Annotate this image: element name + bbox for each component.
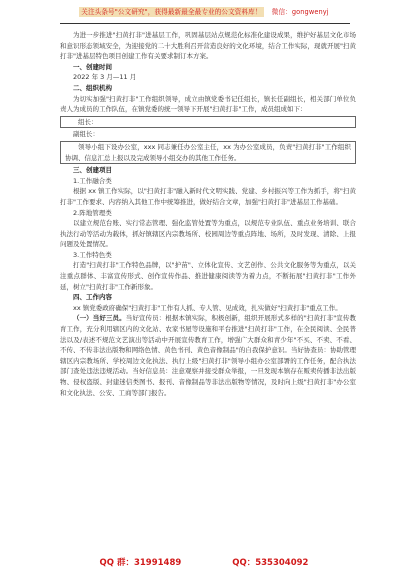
team-box-office <box>60 141 356 164</box>
item-1-title: 1.工作融合类 <box>73 176 112 185</box>
office-paragraph: 领导小组下设办公室，xxx 同志兼任办公室主任，xx 为办公室成员，负责"扫黄打非"工作组织协调、信息汇总上报以及完成领导小组交办的其他工作任务。 <box>65 142 351 162</box>
item-1-body: 根据 xx 镇工作实际，以"扫黄打非"融入新时代文明实践、党建、乡村振兴等工作为抓手，将"扫黄打非"工作要求、内容纳入其他工作中统筹推进，做好结合文章，加强"扫黄打非"进基层工作基础。 <box>60 187 356 206</box>
leader-label: 组长： <box>78 117 98 126</box>
footer-qq: QQ：535304092 <box>232 558 309 568</box>
section-4-1-paragraph <box>60 313 356 398</box>
footer-qq-group: QQ 群：31991489 <box>99 558 182 568</box>
section-2-body: 为切实加强"扫黄打非"工作组织领导，成立由镇党委书记任组长，镇长任副组长，相关部门单位负责人为成员的工作队伍，在镇党委的统一领导下开展"扫黄打非"工作，成员组成如下： <box>60 94 356 114</box>
item-2-body: 以建立规范台账、实行常态管理、强化监管处置等为重点，以规范专业队伍、重点业务培训、联合执法行动等活动为载体，抓好镇辖区内宗教场所、校园周边等重点阵地、场所，及时发现、清除、上报问题及处置情况。 <box>60 219 356 249</box>
deputy-label: 副组长： <box>73 130 99 139</box>
section-3-heading: 三、创建项目 <box>73 166 112 175</box>
team-box-leader <box>60 116 356 129</box>
header-divider <box>60 23 350 24</box>
item-3-title: 3.工作特色类 <box>73 250 112 259</box>
section-1-heading: 一、创建时间 <box>73 62 112 71</box>
footer-contacts <box>0 556 408 568</box>
intro-paragraph: 为进一步推进"扫黄打非"进基层工作，巩固基层站点规范化标准化建设成果，维护好基层文化市场和意识形态领域安全，为迎接党的二十大胜利召开营造良好的文化环境，结合工作实际，现就开展"扫黄打非"进基层特色项目创建工作有关要求制订本方案。 <box>60 31 356 61</box>
section-2-heading: 二、组织机构 <box>73 83 112 92</box>
item-2-title: 2.阵地管理类 <box>73 208 112 217</box>
section-4-1-lead: （一）当好三员。 <box>73 314 126 323</box>
section-4-heading: 四、工作内容 <box>73 293 112 302</box>
section-4-body: xx 镇党委政府确保"扫黄打非"工作有人抓、专人管、见成效，扎实做好"扫黄打非"重点工作。 <box>73 303 342 312</box>
section-4-1-body: 当好宣传员：根据本镇实际，积极创新，组织开展形式多样的"扫黄打非"宣传教育工作，充分利用辖区内的文化站、农家书屋等设施和平台推进"扫黄打非"工作，在全民阅读、全民普法以及/表述不规范文艺演出等活动中开展宣传教育工作，增强广大群众和青少年"不买、不卖、不看、不传、不传非法出版物和网络色情、黄色书刊、黄色音像制品"的自我保护意识。当好协查员：协助管理辖区内宗教场所、学校周边文化执法、执行上级"扫黄打非"领导小组办公室部署的工作任务，配合执法部门查处违法违规活动。当好信息员：注意观察并接受群众举报，一旦发现本镇存在贩卖传播非法出版物、侵权盗版、封建迷信类图书、报刊、音像制品等非法出版物等情况，及时向上级"扫黄打非"办公室和文化执法、公安、工商等部门报告。 <box>60 314 356 397</box>
header-banner <box>0 5 408 19</box>
document-body <box>60 30 356 398</box>
section-1-body: 2022 年 3 月—11 月 <box>73 73 137 82</box>
item-3-body: 打造"扫黄打非"工作特色品牌，以"护苗"、立体化宣传、文艺创作、公共文化服务等为重点，以关注重点群体、丰富宣传形式、创作宣传作品、推进健康阅读等为着力点，不断拓展"扫黄打非"工作外延，树立"扫黄打非"工作新形象。 <box>60 261 356 291</box>
banner-wechat-text: 微信：gongwenyj <box>271 8 329 16</box>
banner-promo-text: 关注头条号"公文研究"，获得最新最全最专业的公文资料库！ <box>81 8 262 16</box>
